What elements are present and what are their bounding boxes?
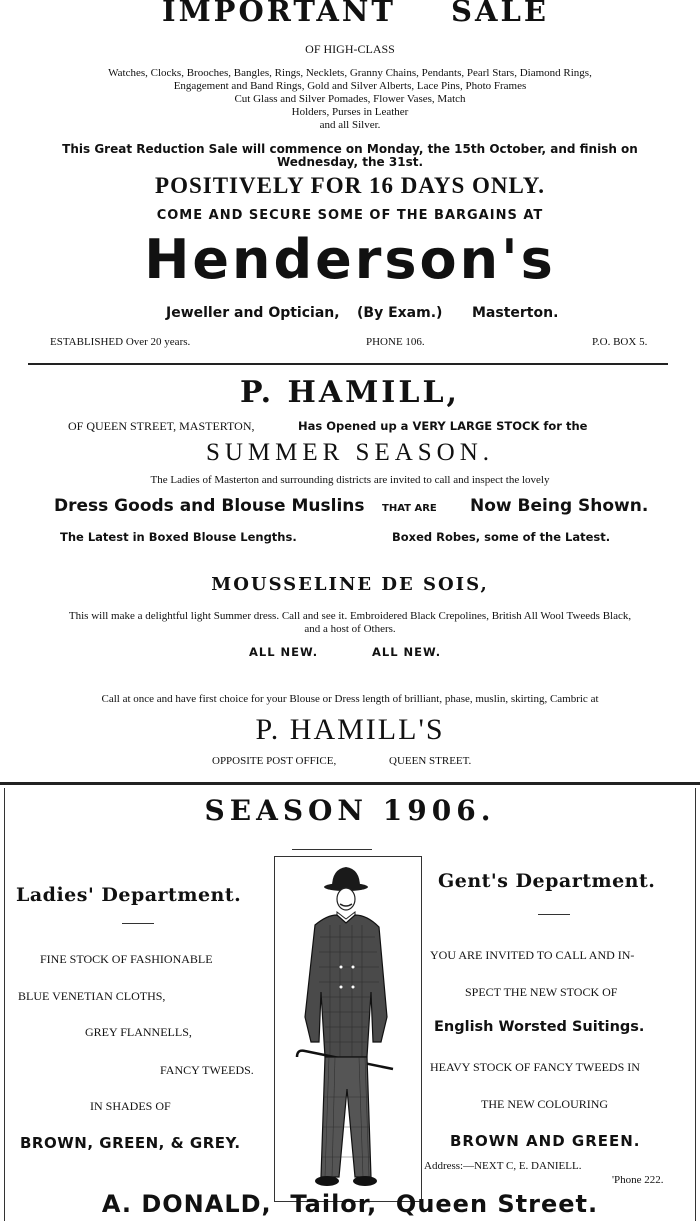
gents-rule: [538, 914, 570, 915]
delightful-line-2: and a host of Others.: [304, 623, 396, 635]
important-heading: IMPORTANT: [162, 0, 396, 28]
all-new-1: ALL NEW.: [249, 645, 319, 659]
by-exam: (By Exam.): [357, 305, 443, 321]
henderson-brand: Henderson's: [144, 228, 556, 291]
items-line: Holders, Purses in Leather: [291, 106, 409, 118]
items-line: Watches, Clocks, Brooches, Bangles, Rings, Necklets, Granny Chains, Pendants, Pearl Stars, Diamond Rings,: [108, 67, 592, 79]
call-at-once: Call at once and have first choice for your Blouse or Dress length of brilliant, phase, muslin, skirting, Cambric at: [101, 693, 599, 705]
phone-number: PHONE 106.: [366, 336, 425, 348]
hamill-advertisement: [0, 365, 700, 780]
ladies-line: FANCY TWEEDS.: [160, 1063, 254, 1077]
gents-line: YOU ARE INVITED TO CALL AND IN-: [430, 948, 635, 962]
all-new-2: ALL NEW.: [372, 645, 442, 659]
gents-line: THE NEW COLOURING: [481, 1097, 609, 1111]
ladies-line: BLUE VENETIAN CLOTHS,: [18, 989, 166, 1003]
established-note: ESTABLISHED Over 20 years.: [50, 336, 191, 348]
henderson-advertisement: [0, 0, 700, 360]
summer-season: SUMMER SEASON.: [205, 439, 495, 466]
donald-advertisement: [0, 786, 700, 1227]
ladies-department-heading: Ladies' Department.: [16, 884, 242, 906]
gents-line: HEAVY STOCK OF FANCY TWEEDS IN: [430, 1060, 640, 1074]
jeweller-optician: Jeweller and Optician,: [166, 305, 340, 321]
donald-address: Address:—NEXT C, E. DANIELL.: [424, 1160, 582, 1172]
english-worsted: English Worsted Suitings.: [434, 1019, 645, 1035]
masterton-location: Masterton.: [472, 305, 559, 321]
ladies-colours: BROWN, GREEN, & GREY.: [20, 1134, 241, 1152]
gents-department-heading: Gent's Department.: [438, 870, 656, 892]
divider: [0, 782, 700, 785]
come-secure-line: COME AND SECURE SOME OF THE BARGAINS AT: [156, 208, 544, 223]
latest-boxed-blouse: The Latest in Boxed Blouse Lengths.: [60, 530, 297, 544]
hamill-heading: P. HAMILL,: [240, 375, 460, 410]
positively-heading: POSITIVELY FOR 16 DAYS ONLY.: [155, 173, 545, 198]
gentleman-illustration: [274, 856, 422, 1202]
gents-colours: BROWN AND GREEN.: [450, 1132, 641, 1150]
queen-street-line: OF QUEEN STREET, MASTERTON,: [68, 419, 255, 433]
queen-street-address: QUEEN STREET.: [389, 755, 472, 767]
boxed-robes: Boxed Robes, some of the Latest.: [392, 530, 611, 544]
mousseline-heading: MOUSSELINE DE SOIS,: [211, 574, 489, 595]
hamills-name: P. HAMILL'S: [255, 713, 445, 746]
ladies-line: FINE STOCK OF FASHIONABLE: [40, 952, 213, 966]
ladies-line: GREY FLANNELLS,: [85, 1025, 192, 1039]
ladies-invite: The Ladies of Masterton and surrounding districts are invited to call and inspect the lovely: [150, 474, 550, 486]
donald-footer: A. DONALD, Tailor, Queen Street.: [101, 1190, 599, 1218]
that-are: THAT ARE: [382, 503, 437, 514]
large-stock-line: Has Opened up a VERY LARGE STOCK for the: [298, 419, 588, 433]
delightful-line-1: This will make a delightful light Summer dress. Call and see it. Embroidered Black Crepolines, British All Wool Tweeds Black,: [68, 610, 632, 622]
high-class-subtitle: OF HIGH-CLASS: [305, 42, 395, 56]
gentleman-figure-icon: [275, 857, 421, 1201]
sale-heading: SALE: [451, 0, 549, 28]
items-line: and all Silver.: [319, 119, 381, 131]
season-1906-heading: SEASON 1906.: [204, 794, 496, 827]
gents-line: SPECT THE NEW STOCK OF: [465, 985, 618, 999]
ladies-rule: [122, 923, 154, 924]
season-underline: [292, 849, 372, 850]
now-being-shown: Now Being Shown.: [470, 496, 649, 516]
ladies-line: IN SHADES OF: [90, 1099, 171, 1113]
reduction-line-2: Wednesday, the 31st.: [276, 155, 424, 169]
po-box: P.O. BOX 5.: [592, 336, 648, 348]
donald-phone: 'Phone 222.: [612, 1174, 664, 1186]
items-line: Engagement and Band Rings, Gold and Silver Alberts, Lace Pins, Photo Frames: [173, 80, 527, 92]
opposite-post-office: OPPOSITE POST OFFICE,: [212, 755, 337, 767]
dress-goods: Dress Goods and Blouse Muslins: [54, 496, 365, 516]
reduction-line-1: This Great Reduction Sale will commence on Monday, the 15th October, and finish on: [62, 142, 638, 156]
items-line: Cut Glass and Silver Pomades, Flower Vases, Match: [234, 93, 466, 105]
